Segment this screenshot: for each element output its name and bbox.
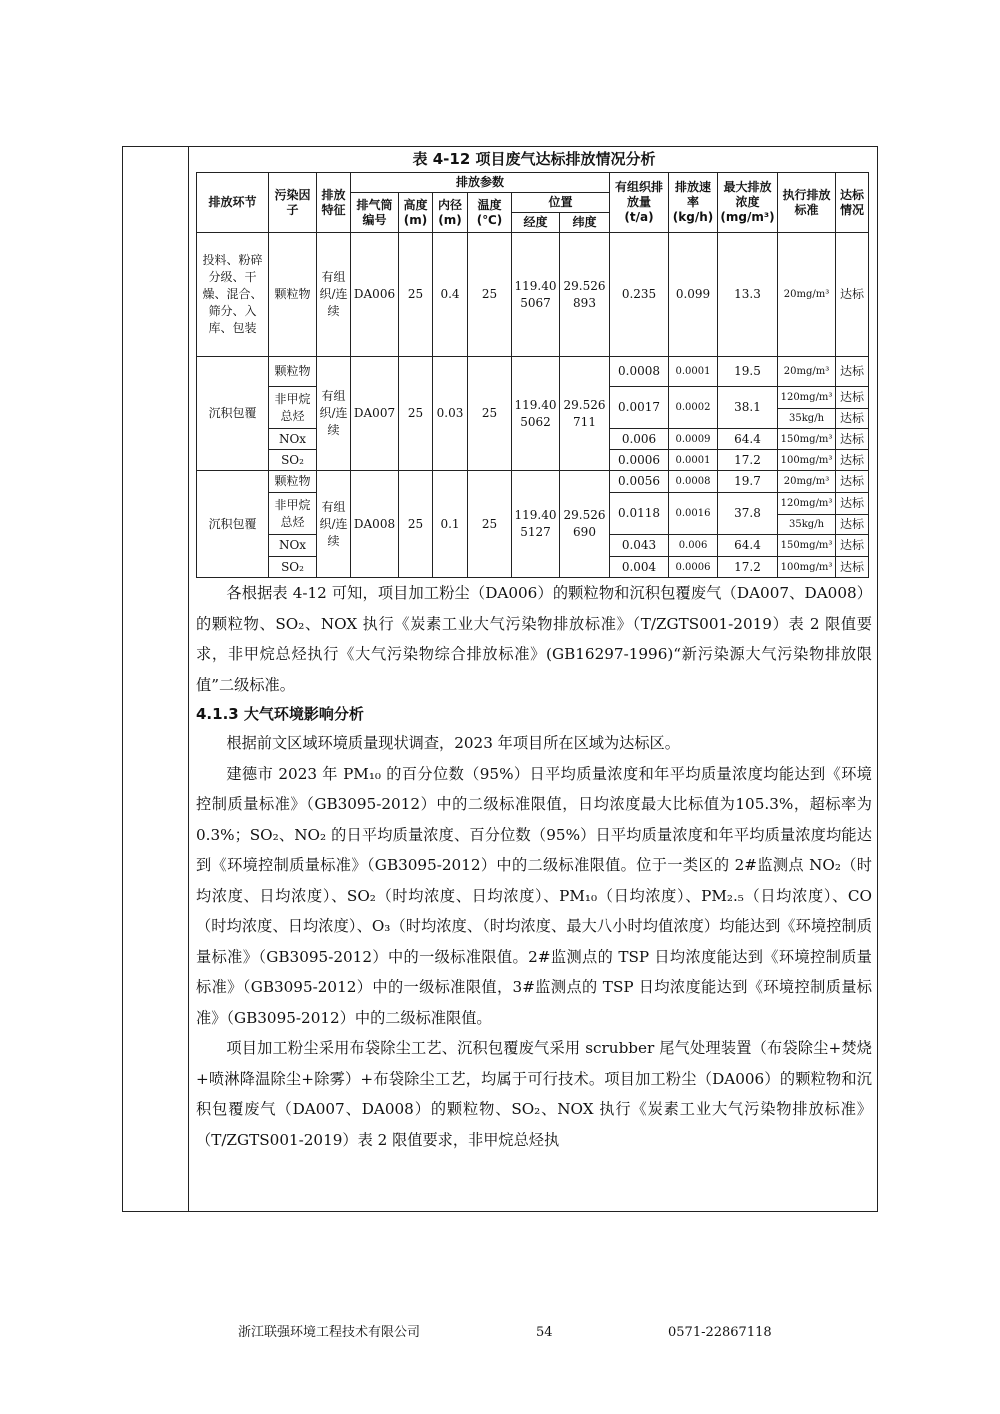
- header-stage: 排放环节: [197, 173, 269, 233]
- section-heading: 4.1.3 大气环境影响分析: [196, 705, 364, 723]
- paragraph-treatment: 项目加工粉尘采用布袋除尘工艺、沉积包覆废气采用 scrubber 尾气处理装置（布袋除尘+焚烧+喷淋降温除尘+除雾）+布袋除尘工艺，均属于可行技术。项目加工粉尘（DA006）的颗粒物和沉积包覆废气（DA007、DA008）的颗粒物、SO₂、NOX 执行《炭素工业大气污染物排放标准》（T/ZGTS001-2019）表 2 限值要求，非甲烷总烃执: [196, 1039, 872, 1149]
- cell-lat: 29.526690: [560, 471, 610, 578]
- header-lat: 纬度: [560, 213, 610, 233]
- emission-table: [196, 172, 869, 578]
- cell-standard: 150mg/m³: [778, 429, 836, 450]
- cell-pollutant: 颗粒物: [269, 357, 317, 387]
- cell-temp: 25: [468, 357, 512, 471]
- cell-rate: 0.0006: [669, 557, 718, 578]
- cell-conc: 64.4: [718, 535, 778, 557]
- cell-status: 达标: [836, 557, 869, 578]
- header-temp: 温度 (℃): [468, 193, 512, 233]
- cell-rate: 0.099: [669, 233, 718, 357]
- cell-feature: 有组织/连续: [317, 471, 351, 578]
- cell-conc: 13.3: [718, 233, 778, 357]
- cell-pollutant: 非甲烷总烃: [269, 493, 317, 535]
- cell-lon: 119.405127: [512, 471, 560, 578]
- header-status: 达标情况: [836, 173, 869, 233]
- cell-standard: 35kg/h: [778, 515, 836, 535]
- cell-standard: 20mg/m³: [778, 233, 836, 357]
- cell-rate: 0.0016: [669, 493, 718, 535]
- cell-status: 达标: [836, 357, 869, 387]
- header-diameter: 内径 (m): [433, 193, 468, 233]
- cell-standard: 150mg/m³: [778, 535, 836, 557]
- cell-stage: 投料、粉碎分级、干燥、混合、筛分、入库、包装: [197, 233, 269, 357]
- cell-status: 达标: [836, 471, 869, 493]
- cell-status: 达标: [836, 515, 869, 535]
- header-feature: 排放特征: [317, 173, 351, 233]
- page-footer: [0, 1322, 1000, 1344]
- cell-standard: 120mg/m³: [778, 387, 836, 409]
- cell-pollutant: 颗粒物: [269, 233, 317, 357]
- cell-status: 达标: [836, 535, 869, 557]
- cell-height: 25: [399, 471, 433, 578]
- cell-rate: 0.0001: [669, 450, 718, 471]
- cell-temp: 25: [468, 471, 512, 578]
- cell-rate: 0.0002: [669, 387, 718, 429]
- paragraph-region-status: 根据前文区域环境质量现状调查，2023 年项目所在区域为达标区。: [226, 734, 680, 752]
- cell-diameter: 0.1: [433, 471, 468, 578]
- footer-company: 浙江联强环境工程技术有限公司: [238, 1325, 421, 1340]
- cell-standard: 35kg/h: [778, 409, 836, 429]
- cell-lon: 119.405062: [512, 357, 560, 471]
- cell-lat: 29.526893: [560, 233, 610, 357]
- paragraph-table-conclusion: 各根据表 4-12 可知，项目加工粉尘（DA006）的颗粒物和沉积包覆废气（DA007、DA008）的颗粒物、SO₂、NOX 执行《炭素工业大气污染物排放标准》（T/ZGTS001-2019）表 2 限值要求，非甲烷总烃执行《大气污染物综合排放标准》(GB16297-1996)“新污染源大气污染物排放限值”二级标准。: [196, 584, 872, 694]
- cell-status: 达标: [836, 429, 869, 450]
- cell-diameter: 0.4: [433, 233, 468, 357]
- cell-conc: 19.5: [718, 357, 778, 387]
- cell-pollutant: 非甲烷总烃: [269, 387, 317, 429]
- cell-lon: 119.405067: [512, 233, 560, 357]
- cell-stack: DA006: [351, 233, 399, 357]
- cell-status: 达标: [836, 450, 869, 471]
- cell-stack: DA007: [351, 357, 399, 471]
- header-stack-no: 排气筒编号: [351, 193, 399, 233]
- cell-pollutant: SO₂: [269, 557, 317, 578]
- cell-amount: 0.0008: [610, 357, 669, 387]
- header-rate: 排放速率 (kg/h): [669, 173, 718, 233]
- cell-amount: 0.0056: [610, 471, 669, 493]
- cell-amount: 0.0118: [610, 493, 669, 535]
- header-height: 高度 (m): [399, 193, 433, 233]
- cell-rate: 0.0009: [669, 429, 718, 450]
- header-lon: 经度: [512, 213, 560, 233]
- cell-conc: 17.2: [718, 450, 778, 471]
- cell-status: 达标: [836, 409, 869, 429]
- header-conc: 最大排放浓度 (mg/m³): [718, 173, 778, 233]
- header-standard: 执行排放标准: [778, 173, 836, 233]
- cell-stage: 沉积包覆: [197, 471, 269, 578]
- header-pollutant: 污染因子: [269, 173, 317, 233]
- cell-standard: 100mg/m³: [778, 450, 836, 471]
- cell-pollutant: 颗粒物: [269, 471, 317, 493]
- cell-pollutant: NOx: [269, 535, 317, 557]
- cell-amount: 0.0017: [610, 387, 669, 429]
- header-params-group: 排放参数: [351, 173, 610, 193]
- cell-amount: 0.004: [610, 557, 669, 578]
- cell-rate: 0.0001: [669, 357, 718, 387]
- cell-amount: 0.0006: [610, 450, 669, 471]
- footer-phone: 0571-22867118: [668, 1325, 772, 1340]
- cell-lat: 29.526711: [560, 357, 610, 471]
- cell-status: 达标: [836, 233, 869, 357]
- cell-conc: 19.7: [718, 471, 778, 493]
- cell-stage: 沉积包覆: [197, 357, 269, 471]
- cell-standard: 120mg/m³: [778, 493, 836, 515]
- cell-standard: 20mg/m³: [778, 357, 836, 387]
- cell-rate: 0.0008: [669, 471, 718, 493]
- cell-feature: 有组织/连续: [317, 357, 351, 471]
- footer-page-number: 54: [536, 1325, 553, 1340]
- cell-rate: 0.006: [669, 535, 718, 557]
- cell-pollutant: SO₂: [269, 450, 317, 471]
- cell-temp: 25: [468, 233, 512, 357]
- cell-standard: 20mg/m³: [778, 471, 836, 493]
- cell-height: 25: [399, 233, 433, 357]
- cell-amount: 0.235: [610, 233, 669, 357]
- cell-diameter: 0.03: [433, 357, 468, 471]
- table-title: 表 4-12 项目废气达标排放情况分析: [412, 150, 656, 168]
- cell-pollutant: NOx: [269, 429, 317, 450]
- cell-stack: DA008: [351, 471, 399, 578]
- header-amount: 有组织排放量 (t/a): [610, 173, 669, 233]
- cell-status: 达标: [836, 493, 869, 515]
- cell-status: 达标: [836, 387, 869, 409]
- cell-conc: 38.1: [718, 387, 778, 429]
- cell-conc: 37.8: [718, 493, 778, 535]
- cell-standard: 100mg/m³: [778, 557, 836, 578]
- cell-conc: 64.4: [718, 429, 778, 450]
- header-location-group: 位置: [512, 193, 610, 213]
- cell-feature: 有组织/连续: [317, 233, 351, 357]
- cell-amount: 0.043: [610, 535, 669, 557]
- frame-divider: [188, 146, 189, 1212]
- cell-amount: 0.006: [610, 429, 669, 450]
- cell-conc: 17.2: [718, 557, 778, 578]
- paragraph-air-quality: 建德市 2023 年 PM₁₀ 的百分位数（95%）日平均质量浓度和年平均质量浓度均能达到《环境控制质量标准》（GB3095-2012）中的二级标准限值，日均浓度最大比标值为105.3%，超标率为 0.3%；SO₂、NO₂ 的日平均质量浓度、百分位数（95%）日平均质量浓度和年平均质量浓度均能达到《环境控制质量标准》（GB3095-2012）中的二级标准限值。位于一类区的 2#监测点 NO₂（时均浓度、日均浓度）、SO₂（时均浓度、日均浓度）、PM₁₀（日均浓度）、PM₂.₅（日均浓度）、CO（时均浓度、日均浓度）、O₃（时均浓度、（时均浓度、最大八小时均值浓度）均能达到《环境控制质量标准》（GB3095-2012）中的一级标准限值。2#监测点的 TSP 日均浓度能达到《环境控制质量标准》（GB3095-2012）中的一级标准限值，3#监测点的 TSP 日均浓度能达到《环境控制质量标准》（GB3095-2012）中的二级标准限值。: [196, 764, 872, 1027]
- cell-height: 25: [399, 357, 433, 471]
- content-area: [196, 146, 872, 1155]
